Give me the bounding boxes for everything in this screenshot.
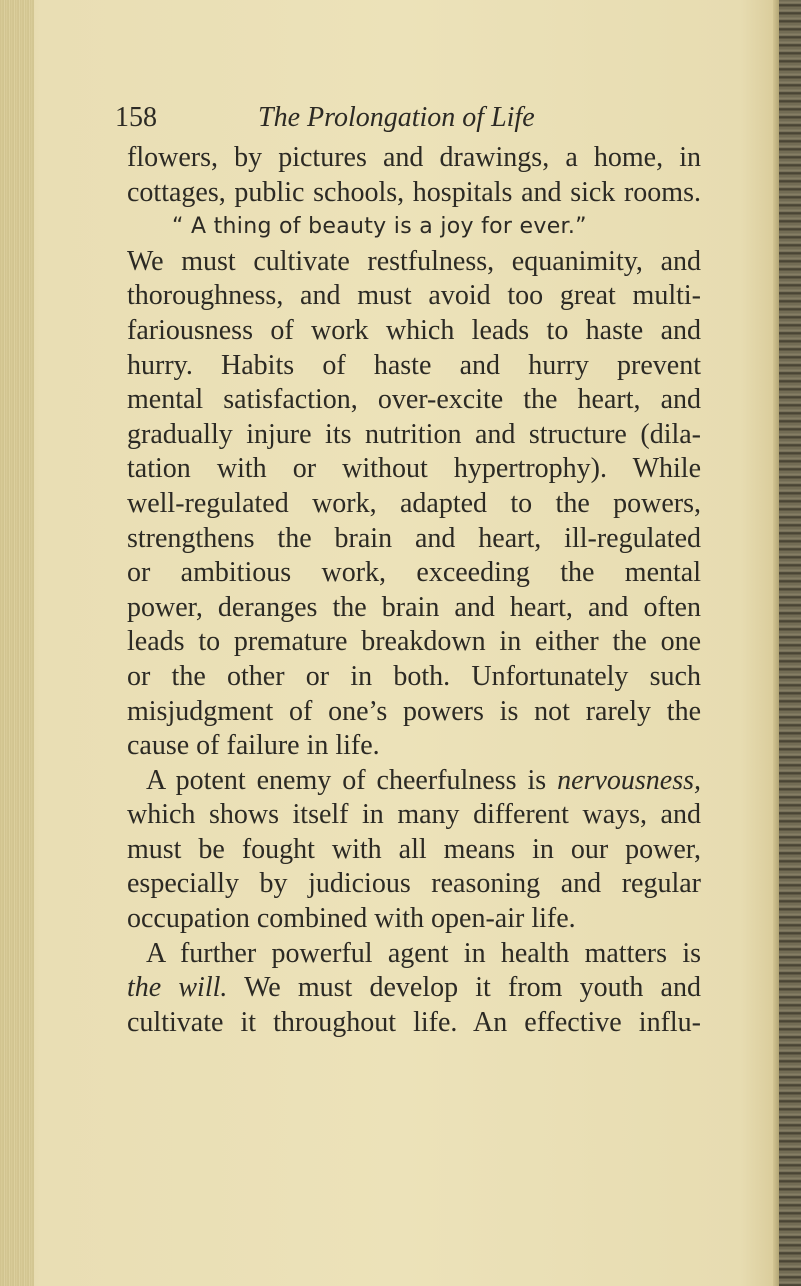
text-line: strengthens the brain and heart, ill-regulated <box>127 522 701 554</box>
text-line: or ambitious work, exceeding the mental <box>127 557 701 589</box>
text-line: hurry. Habits of haste and hurry prevent <box>127 349 701 381</box>
running-title: The Prolongation of Life <box>258 102 535 133</box>
text-line: mental satisfaction, over-excite the heart, and <box>127 384 701 416</box>
text-line: or the other or in both. Unfortunately such <box>127 660 701 692</box>
text-line: misjudgment of one’s powers is not rarely the <box>127 695 701 727</box>
text-line: cottages, public schools, hospitals and sick rooms. <box>127 176 701 208</box>
text-segment: We must develop it from youth and <box>244 972 701 1004</box>
text-line: occupation combined with open-air life. <box>127 903 576 935</box>
text-line: especially by judicious reasoning and regular <box>127 868 701 900</box>
text-line: cultivate it throughout life. An effective influ- <box>127 1006 701 1038</box>
emphasis-the-will: the will. <box>127 972 228 1004</box>
text-line: gradually injure its nutrition and structure (dila- <box>127 418 701 450</box>
text-line: tation with or without hypertrophy). While <box>127 453 701 485</box>
quotation: “ A thing of beauty is a joy for ever.” <box>172 214 587 240</box>
page-number: 158 <box>115 102 157 133</box>
text-line: thoroughness, and must avoid too great multi- <box>127 280 701 312</box>
text-line: power, deranges the brain and heart, and often <box>127 591 701 623</box>
binding-gutter <box>0 0 34 1286</box>
text-line: well-regulated work, adapted to the powers, <box>127 487 701 519</box>
text-line <box>127 764 701 799</box>
running-header <box>115 98 715 138</box>
text-line: cause of failure in life. <box>127 730 380 762</box>
text-line: must be fought with all means in our power, <box>127 833 701 865</box>
body-text <box>127 141 701 1040</box>
text-segment: A potent enemy of cheerfulness is <box>146 764 547 796</box>
text-line: fariousness of work which leads to haste and <box>127 314 701 346</box>
text-line <box>127 971 701 1006</box>
emphasis-nervousness: nervousness, <box>557 764 701 796</box>
text-line: A further powerful agent in health matters is <box>146 937 701 969</box>
text-line: which shows itself in many different ways, and <box>127 799 701 831</box>
page-stack-edge <box>779 0 801 1286</box>
text-line: We must cultivate restfulness, equanimity, and <box>127 245 701 277</box>
text-line: flowers, by pictures and drawings, a home, in <box>127 142 701 173</box>
text-line: leads to premature breakdown in either the one <box>127 626 701 658</box>
